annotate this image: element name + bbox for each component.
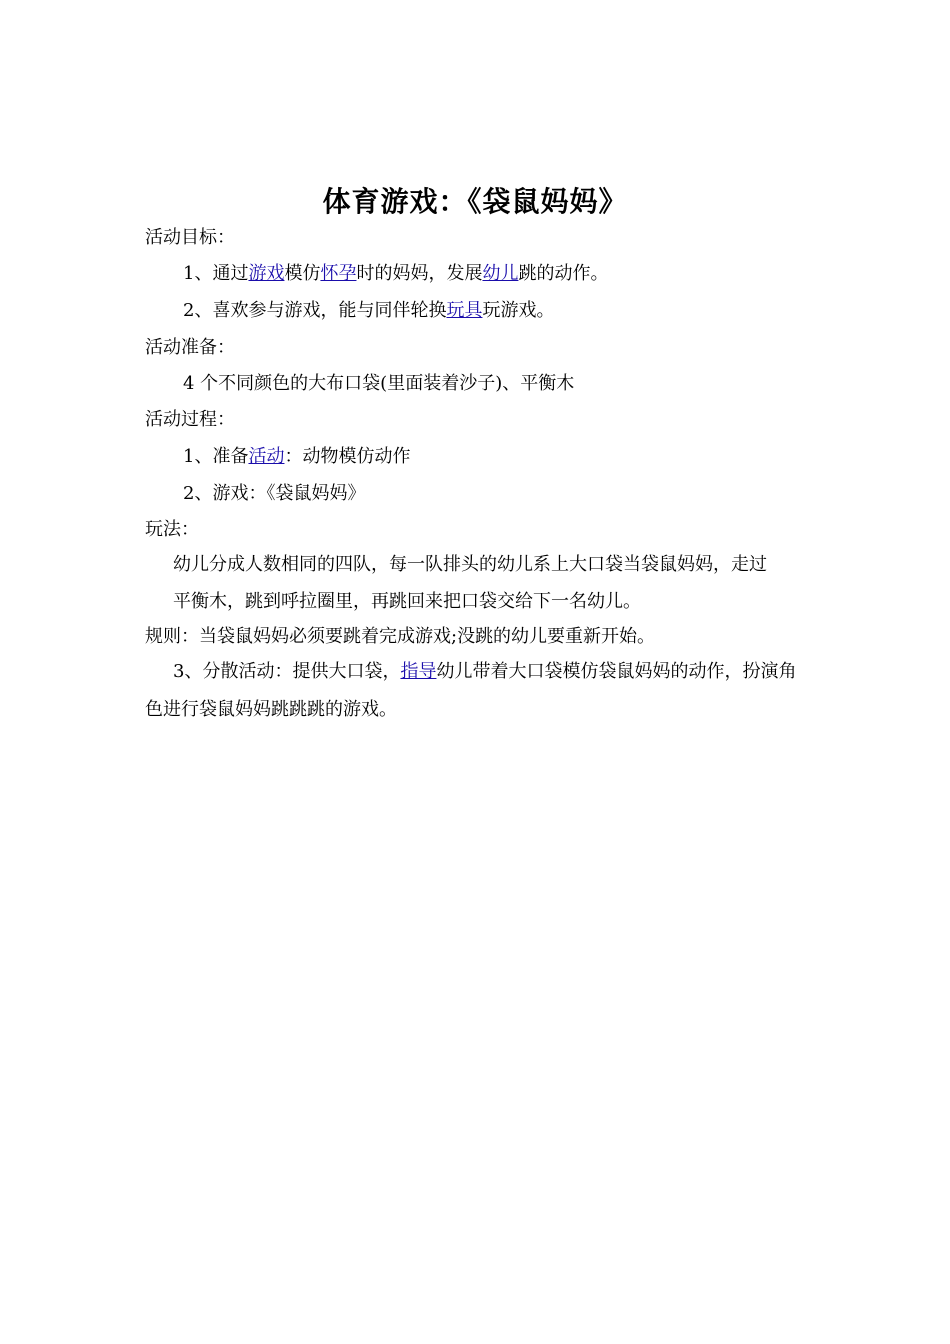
goal-item-1-suffix: 跳的动作。 [518,263,609,284]
item-3-line-1 [173,660,796,684]
item-3-line-2: 色进行袋鼠妈妈跳跳跳的游戏。 [145,699,397,720]
prep-heading: 活动准备： [145,337,235,358]
goal-item-1 [183,262,608,286]
play-line-2: 平衡木，跳到呼拉圈里，再跳回来把口袋交给下一名幼儿。 [173,591,641,612]
goal-item-2-suffix: 玩游戏。 [482,300,555,321]
process-item-1-prefix: 1、准备 [183,446,249,467]
link-zhidao[interactable]: 指导 [400,661,437,682]
goal-item-2-prefix: 2、喜欢参与游戏，能与同伴轮换 [183,300,447,321]
process-heading: 活动过程： [145,409,235,430]
play-line-1: 幼儿分成人数相同的四队，每一队排头的幼儿系上大口袋当袋鼠妈妈，走过 [173,554,767,575]
goal-item-1-mid1: 模仿 [284,263,321,284]
prep-item: 4 个不同颜色的大布口袋(里面装着沙子)、平衡木 [183,373,575,394]
rules-line: 规则：当袋鼠妈妈必须要跳着完成游戏;没跳的幼儿要重新开始。 [145,626,656,647]
goal-item-2 [183,299,554,323]
play-heading: 玩法： [145,519,199,540]
link-youxi[interactable]: 游戏 [248,263,285,284]
link-huodong[interactable]: 活动 [248,446,285,467]
page-title: 体育游戏：《袋鼠妈妈》 [322,185,628,218]
link-youer[interactable]: 幼儿 [482,263,519,284]
link-huaiyun[interactable]: 怀孕 [320,263,357,284]
item-3-suffix: 幼儿带着大口袋模仿袋鼠妈妈的动作，扮演角 [436,661,797,682]
process-item-1-suffix: ：动物模仿动作 [284,446,411,467]
link-wanju[interactable]: 玩具 [446,300,483,321]
process-item-1 [183,445,410,469]
goal-item-1-mid2: 时的妈妈，发展 [356,263,483,284]
goal-item-1-prefix: 1、通过 [183,263,249,284]
item-3-prefix: 3、分散活动：提供大口袋， [173,661,401,682]
goal-heading: 活动目标： [145,227,235,248]
process-item-2: 2、游戏：《袋鼠妈妈》 [183,483,366,504]
